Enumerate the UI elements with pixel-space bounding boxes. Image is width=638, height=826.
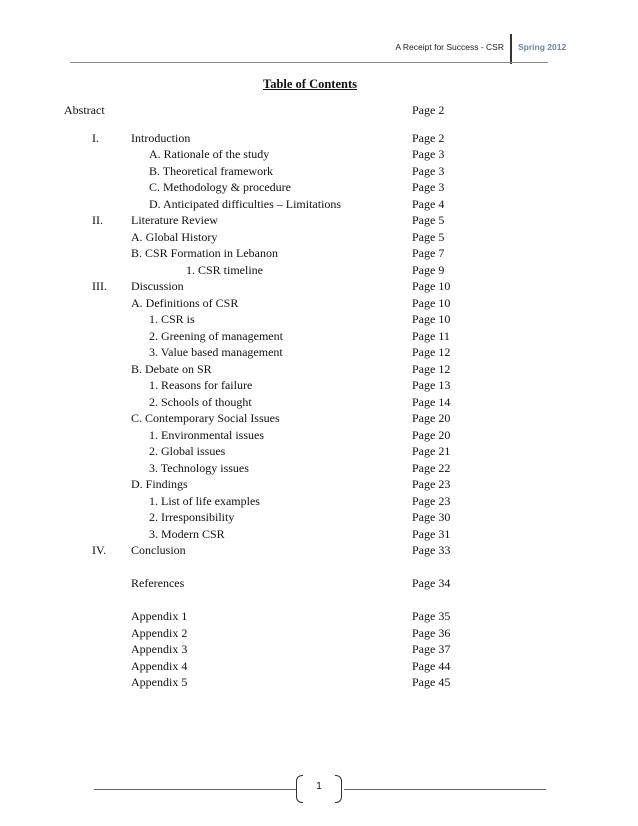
toc-entry-page: Page 23 — [412, 494, 451, 508]
footer-rule-right — [344, 789, 546, 790]
toc-entry-page: Page 14 — [412, 395, 451, 409]
toc-entry-page: Page 3 — [412, 147, 445, 161]
toc-entry-page: Page 7 — [412, 246, 445, 260]
toc-entry — [0, 328, 638, 344]
toc-entry-page: Page 30 — [412, 510, 451, 524]
toc-entry-page: Page 11 — [412, 329, 450, 343]
toc-entry — [0, 361, 638, 377]
toc-entry — [0, 625, 638, 641]
toc-entry-page: Page 12 — [412, 345, 451, 359]
toc-entry-label: 3. Value based management — [149, 345, 283, 359]
toc-entry — [0, 641, 638, 657]
toc-entry-label: A. Rationale of the study — [149, 147, 270, 161]
toc-entry — [0, 410, 638, 426]
toc-entry-label: 3. Technology issues — [149, 461, 249, 475]
toc-entry-page: Page 5 — [412, 213, 445, 227]
toc-entry-label: Appendix 4 — [131, 659, 188, 673]
toc-entry-page: Page 10 — [412, 312, 451, 326]
toc-entry-numeral: II. — [92, 213, 103, 227]
toc-entry — [0, 102, 638, 118]
toc-entry-label: Discussion — [131, 279, 184, 293]
toc-entry-page: Page 3 — [412, 180, 445, 194]
toc-entry — [0, 377, 638, 393]
toc-entry — [0, 179, 638, 195]
toc-entry-label: 1. Environmental issues — [149, 428, 264, 442]
toc-entry-numeral: IV. — [92, 543, 107, 557]
toc-entry-label: A. Definitions of CSR — [131, 296, 239, 310]
toc-entry — [0, 344, 638, 360]
toc-entry — [0, 196, 638, 212]
toc-entry-page: Page 5 — [412, 230, 445, 244]
toc-entry-page: Page 35 — [412, 609, 451, 623]
toc-entry — [0, 245, 638, 261]
toc-entry-label: B. Debate on SR — [131, 362, 212, 376]
toc-entry — [0, 130, 638, 146]
header-divider — [510, 34, 512, 64]
toc-entry — [0, 427, 638, 443]
footer-bracket-right — [335, 775, 342, 803]
toc-entry — [0, 493, 638, 509]
toc-entry-page: Page 10 — [412, 279, 451, 293]
toc-entry-label: References — [131, 576, 185, 590]
toc-entry — [0, 542, 638, 558]
page-header — [0, 34, 638, 64]
toc-entry-label: 2. Greening of management — [149, 329, 283, 343]
toc-entry-label: C. Methodology & procedure — [149, 180, 291, 194]
toc-entry — [0, 295, 638, 311]
toc-entry-page: Page 3 — [412, 164, 445, 178]
toc-entry — [0, 476, 638, 492]
toc-entry-label: Literature Review — [131, 213, 218, 227]
toc-entry-page: Page 45 — [412, 675, 451, 689]
toc-entry — [0, 460, 638, 476]
toc-entry-page: Page 22 — [412, 461, 451, 475]
toc-entry-label: Appendix 2 — [131, 626, 188, 640]
toc-entry-page: Page 44 — [412, 659, 451, 673]
toc-entry-page: Page 2 — [412, 131, 445, 145]
toc-entry-numeral: I. — [92, 131, 99, 145]
toc-entry-label: Appendix 3 — [131, 642, 188, 656]
toc-entry-label: B. CSR Formation in Lebanon — [131, 246, 278, 260]
toc-entry-page: Page 21 — [412, 444, 451, 458]
toc-entry-page: Page 20 — [412, 428, 451, 442]
toc-entry — [0, 212, 638, 228]
toc-entry — [0, 674, 638, 690]
footer-rule-left — [94, 789, 296, 790]
toc-entry-label: Conclusion — [131, 543, 186, 557]
toc-entry-page: Page 23 — [412, 477, 451, 491]
toc-entry-page: Page 37 — [412, 642, 451, 656]
toc-entry — [0, 262, 638, 278]
toc-entry-page: Page 4 — [412, 197, 445, 211]
toc-entry — [0, 575, 638, 591]
toc-entry-label: 1. Reasons for failure — [149, 378, 253, 392]
page-number: 1 — [316, 781, 322, 792]
toc-entry-page: Page 2 — [412, 103, 445, 117]
toc-entry — [0, 278, 638, 294]
toc-entry — [0, 443, 638, 459]
toc-entry-label: 3. Modern CSR — [149, 527, 225, 541]
toc-entry-label: A. Global History — [131, 230, 218, 244]
toc-entry-label: D. Anticipated difficulties – Limitations — [149, 197, 342, 211]
toc-entry — [0, 394, 638, 410]
toc-entry-page: Page 9 — [412, 263, 445, 277]
toc-entry-label: Appendix 1 — [131, 609, 188, 623]
toc-entry-page: Page 31 — [412, 527, 451, 541]
toc-entry — [0, 658, 638, 674]
toc-entry-label: 1. CSR timeline — [186, 263, 264, 277]
toc-entry — [0, 526, 638, 542]
toc-entry-page: Page 33 — [412, 543, 451, 557]
toc-entry-page: Page 10 — [412, 296, 451, 310]
toc-entry-label: 2. Schools of thought — [149, 395, 252, 409]
toc-entry-label: B. Theoretical framework — [149, 164, 274, 178]
header-rule — [70, 62, 548, 63]
toc-entry-page: Page 13 — [412, 378, 451, 392]
toc-entry-page: Page 12 — [412, 362, 451, 376]
header-title: A Receipt for Success - CSR — [395, 42, 504, 52]
toc-entry — [0, 608, 638, 624]
toc-entry-numeral: III. — [92, 279, 107, 293]
toc-entry — [0, 311, 638, 327]
toc-entry-label: Introduction — [131, 131, 191, 145]
toc-entry-label: 2. Global issues — [149, 444, 226, 458]
toc-entry-label: Appendix 5 — [131, 675, 188, 689]
toc-entry-label: 1. CSR is — [149, 312, 195, 326]
toc-entry — [0, 146, 638, 162]
toc-entry — [0, 163, 638, 179]
toc-entry — [0, 509, 638, 525]
toc-entry-page: Page 20 — [412, 411, 451, 425]
toc-title: Table of Contents — [263, 77, 357, 91]
toc-entry-label: Abstract — [64, 103, 105, 117]
toc-entry-label: C. Contemporary Social Issues — [131, 411, 280, 425]
toc-entry-label: 1. List of life examples — [149, 494, 260, 508]
toc-entry-label: D. Findings — [131, 477, 188, 491]
header-date: Spring 2012 — [518, 42, 567, 52]
toc-entry-page: Page 34 — [412, 576, 451, 590]
toc-entry-page: Page 36 — [412, 626, 451, 640]
toc-entry-label: 2. Irresponsibility — [149, 510, 235, 524]
toc-entry — [0, 229, 638, 245]
